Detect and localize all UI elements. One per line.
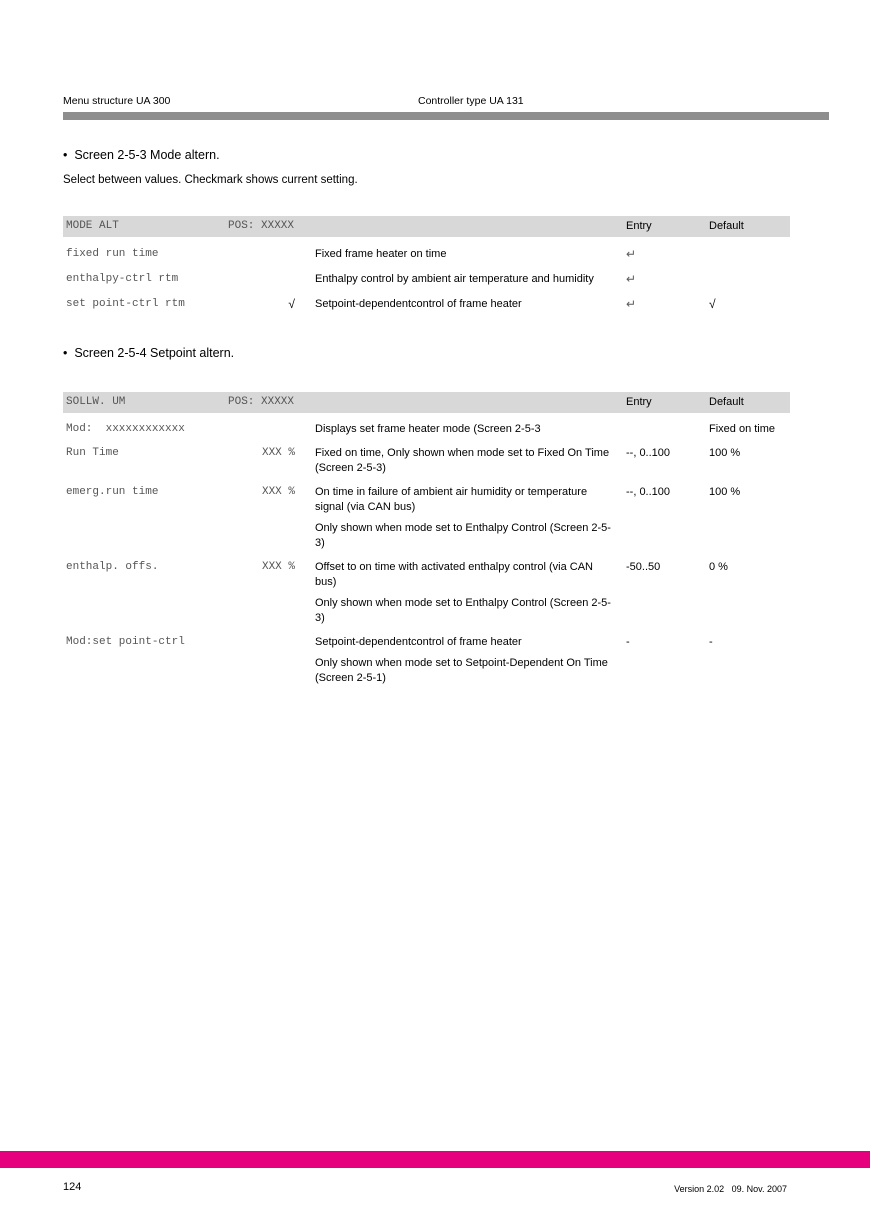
default-checkmark-icon: √ (709, 297, 716, 311)
table-mode-alt (63, 216, 790, 312)
section-heading-screen-2-5-4: • Screen 2-5-4 Setpoint altern. (63, 346, 234, 360)
section-intro-text: Select between values. Checkmark shows current setting. (63, 174, 358, 186)
header-rule (63, 112, 829, 120)
table-row (63, 551, 790, 626)
table-title: SOLLW. UM (66, 396, 126, 408)
column-header-entry: Entry (626, 220, 652, 232)
default-value: - (709, 636, 713, 648)
table-header-row (63, 392, 790, 413)
table-title: MODE ALT (66, 220, 119, 232)
enter-key-icon: ↵ (626, 272, 637, 286)
entry-range: -50..50 (626, 561, 661, 573)
param-name: enthalpy-ctrl rtm (66, 273, 179, 285)
header-right-title: Controller type UA 131 (418, 95, 524, 107)
table-header-row (63, 216, 790, 237)
entry-range: --, 0..100 (626, 447, 671, 459)
param-description: Fixed on time, Only shown when mode set to Fixed On Time (Screen 2-5-3) (315, 447, 610, 474)
column-header-default: Default (709, 220, 744, 232)
table-row (63, 626, 790, 686)
param-value: XXX % (261, 561, 295, 573)
entry-range: - (626, 636, 630, 648)
param-name: fixed run time (66, 248, 159, 260)
param-name: emerg.run time (66, 486, 159, 498)
table-row (63, 476, 790, 551)
footer-accent-bar (0, 1151, 870, 1168)
param-value: XXX % (261, 486, 295, 498)
default-value: Fixed on time (709, 423, 776, 435)
table-row (63, 287, 790, 312)
table-sollw-um (63, 392, 790, 686)
param-description: Fixed frame heater on time (315, 248, 447, 260)
entry-range: --, 0..100 (626, 486, 671, 498)
table-row (63, 262, 790, 287)
table-pos-label: POS: XXXXX (228, 396, 295, 408)
page-number: 124 (63, 1181, 82, 1193)
param-description: Setpoint-dependentcontrol of frame heater (315, 298, 522, 310)
enter-key-icon: ↵ (626, 247, 637, 261)
param-description: Setpoint-dependentcontrol of frame heater (315, 636, 522, 648)
column-header-entry: Entry (626, 396, 652, 408)
param-name: Mod: xxxxxxxxxxxx (66, 423, 185, 435)
column-header-default: Default (709, 396, 744, 408)
param-description-note: Only shown when mode set to Enthalpy Control (Screen 2-5-3) (315, 522, 611, 549)
param-name: Run Time (66, 447, 119, 459)
param-name: enthalp. offs. (66, 561, 159, 573)
param-description-note: Only shown when mode set to Enthalpy Control (Screen 2-5-3) (315, 597, 611, 624)
param-description: Displays set frame heater mode (Screen 2-5-3 (315, 423, 541, 435)
param-name: set point-ctrl rtm (66, 298, 185, 310)
param-description: On time in failure of ambient air humidity or temperature signal (via CAN bus) (315, 486, 588, 513)
version-stamp: Version 2.02 09. Nov. 2007 (674, 1184, 787, 1194)
param-description: Offset to on time with activated enthalpy control (via CAN bus) (315, 561, 593, 588)
default-value: 100 % (709, 447, 741, 459)
checkmark-icon: √ (288, 297, 295, 311)
table-row (63, 237, 790, 262)
param-description-note: Only shown when mode set to Setpoint-Dependent On Time (Screen 2-5-1) (315, 657, 608, 684)
default-value: 0 % (709, 561, 728, 573)
table-pos-label: POS: XXXXX (228, 220, 295, 232)
table-row (63, 437, 790, 476)
param-name: Mod:set point-ctrl (66, 636, 185, 648)
default-value: 100 % (709, 486, 741, 498)
table-row (63, 413, 790, 437)
param-value: XXX % (261, 447, 295, 459)
enter-key-icon: ↵ (626, 297, 637, 311)
param-description: Enthalpy control by ambient air temperature and humidity (315, 273, 594, 285)
header-left-title: Menu structure UA 300 (63, 95, 171, 107)
section-heading-screen-2-5-3: • Screen 2-5-3 Mode altern. (63, 148, 220, 162)
